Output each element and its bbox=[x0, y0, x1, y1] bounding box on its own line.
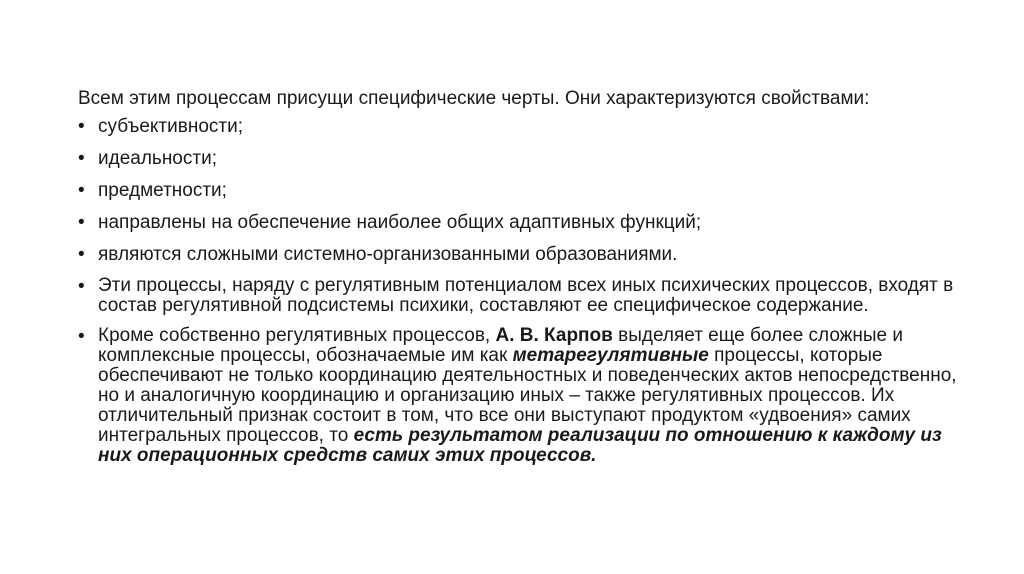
list-item-karpov bbox=[78, 326, 978, 466]
bullet-icon: • bbox=[78, 116, 85, 137]
list-item-text: направлены на обеспечение наиболее общих адаптивных функций; bbox=[98, 212, 702, 233]
list-item bbox=[78, 116, 978, 138]
list-item-text-part3: процессы, которые обеспечивают не только координацию деятельностных и поведенческих актов непосредственно, но и аналогичную координацию и организацию иных – также регулятивных процессов. Их отличительный признак состоит в том, что все они выступают продуктом «удвоения» самих интегральных процессов, то bbox=[98, 345, 957, 446]
bullet-icon: • bbox=[78, 212, 85, 233]
bullet-icon: • bbox=[78, 276, 85, 297]
conclusion-text: есть результатом реализации по отношению к каждому из них операционных средств самих этих процессов. bbox=[98, 425, 942, 466]
list-item bbox=[78, 244, 978, 266]
bullet-icon: • bbox=[78, 326, 85, 347]
properties-list bbox=[78, 116, 978, 466]
list-item-text: являются сложными системно-организованными образованиями. bbox=[98, 244, 678, 265]
list-item bbox=[78, 276, 978, 316]
list-item-text-part1: Кроме собственно регулятивных процессов, bbox=[98, 325, 496, 346]
list-item-text: идеальности; bbox=[98, 148, 217, 169]
bullet-icon: • bbox=[78, 180, 85, 201]
list-item-text-part2: выделяет еще более сложные и комплексные процессы, обозначаемые им как bbox=[98, 325, 904, 366]
metaregulative-term: метарегулятивные bbox=[512, 345, 709, 366]
author-name: А. В. Карпов bbox=[495, 325, 613, 346]
list-item-text: субъективности; bbox=[98, 116, 243, 137]
list-item bbox=[78, 212, 978, 234]
list-item-text: предметности; bbox=[98, 180, 227, 201]
list-item bbox=[78, 148, 978, 170]
list-item bbox=[78, 180, 978, 202]
bullet-icon: • bbox=[78, 148, 85, 169]
intro-text: Всем этим процессам присущи специфические черты. Они характеризуются свойствами: bbox=[78, 88, 870, 109]
slide-content bbox=[78, 88, 978, 476]
bullet-icon: • bbox=[78, 244, 85, 265]
list-item-text: Эти процессы, наряду с регулятивным потенциалом всех иных психических процессов, входят в состав регулятивной подсистемы психики, составляют ее специфическое содержание. bbox=[98, 275, 954, 316]
